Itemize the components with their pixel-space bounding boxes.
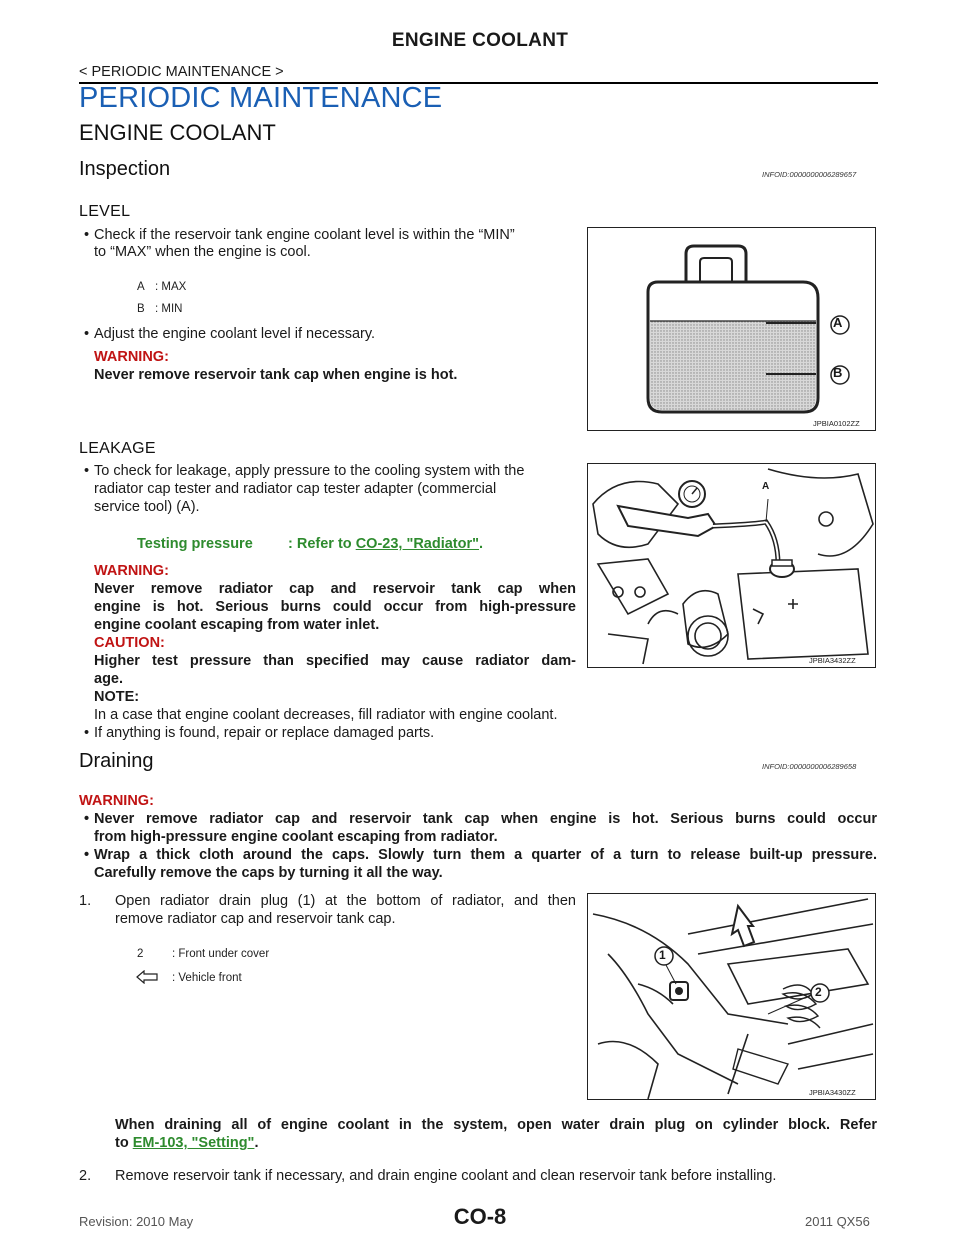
radiator-cap-tester-illustration	[588, 464, 876, 668]
radiator-reference-link[interactable]: CO-23, "Radiator"	[355, 536, 480, 552]
draining-warning-label: WARNING:	[79, 793, 154, 809]
testing-pressure-label: Testing pressure	[137, 536, 253, 552]
drain-plug-figure	[587, 893, 876, 1100]
draining-note-line1: When draining all of engine coolant in the system, open water drain plug on cylinder block. Refer	[115, 1117, 877, 1133]
step-1-number: 1.	[79, 893, 92, 909]
figure-callout-a: A	[833, 315, 843, 330]
level-heading: LEVEL	[79, 203, 131, 220]
testing-pressure-suffix: .	[479, 536, 484, 552]
vehicle-model: 2011 QX56	[805, 1214, 870, 1229]
draining-warning-bullet-1-line1: • Never remove radiator cap and reservoir tank cap when engine is hot. Serious burns could occur	[94, 811, 877, 829]
level-bullet-1	[94, 227, 576, 245]
step-1-line2: remove radiator cap and reservoir tank cap.	[115, 911, 396, 927]
draining-note-suffix: .	[254, 1135, 259, 1151]
draining-warning-bullet-2-line1: • Wrap a thick cloth around the caps. Slowly turn them a quarter of a turn to release built-up pressure.	[94, 847, 877, 865]
figure-callout-a: A	[762, 481, 770, 492]
legend-2-value: : Front under cover	[172, 948, 270, 960]
leakage-bullet-1-line1: To check for leakage, apply pressure to the cooling system with the	[94, 463, 525, 479]
legend-a-value: : MAX	[155, 281, 187, 293]
level-bullet-2: • Adjust the engine coolant level if necessary.	[94, 326, 375, 344]
figure-code: JPBIA0102ZZ	[813, 419, 860, 428]
level-bullet-1-line1: Check if the reservoir tank engine coolant level is within the “MIN”	[94, 227, 515, 243]
inspection-heading: Inspection	[79, 158, 171, 180]
draining-warning-bullet-1-line2: from high-pressure engine coolant escaping from radiator.	[94, 829, 498, 845]
leakage-warning-line2: engine is hot. Serious burns could occur from high-pressure	[94, 599, 576, 615]
leakage-warning-line3: engine coolant escaping from water inlet.	[94, 617, 380, 633]
level-warning-text: Never remove reservoir tank cap when engine is hot.	[94, 367, 458, 383]
figure-callout-b: B	[833, 365, 843, 380]
leakage-caution-line2: age.	[94, 671, 124, 687]
legend-b-key: B	[137, 303, 145, 315]
drain-plug-illustration	[588, 894, 876, 1100]
page-title: PERIODIC MAINTENANCE	[79, 82, 443, 114]
vehicle-front-arrow-icon	[136, 970, 158, 989]
leakage-bullet-1	[94, 463, 576, 481]
figure-code: JPBIA3432ZZ	[809, 656, 856, 665]
draining-note-line2	[115, 1135, 258, 1153]
testing-pressure-value	[288, 536, 483, 552]
figure-callout-2: 2	[815, 985, 822, 999]
legend-arrow-value: : Vehicle front	[172, 972, 242, 984]
radiator-cap-tester-figure	[587, 463, 876, 668]
leakage-bullet-1-line2: radiator cap tester and radiator cap tester adapter (commercial	[94, 481, 497, 497]
level-bullet-1-line2: to “MAX” when the engine is cool.	[94, 244, 311, 260]
leakage-note-text: In a case that engine coolant decreases, fill radiator with engine coolant.	[94, 707, 558, 723]
legend-2-key: 2	[137, 948, 144, 960]
leakage-bullet-2: • If anything is found, repair or replace damaged parts.	[94, 725, 434, 743]
step-1-line1: Open radiator drain plug (1) at the bottom of radiator, and then	[115, 893, 576, 909]
draining-note-prefix: to	[115, 1135, 129, 1151]
draining-heading: Draining	[79, 750, 154, 772]
level-warning-label: WARNING:	[94, 349, 169, 365]
running-header-title: ENGINE COOLANT	[391, 30, 569, 51]
legend-b-value: : MIN	[155, 303, 183, 315]
breadcrumb: < PERIODIC MAINTENANCE >	[79, 64, 284, 80]
reservoir-tank-figure	[587, 227, 876, 431]
draining-infoid: INFOID:0000000006289658	[762, 762, 857, 771]
leakage-caution-label: CAUTION:	[94, 635, 165, 651]
legend-a-key: A	[137, 281, 145, 293]
page-number: CO-8	[453, 1204, 507, 1229]
leakage-warning-line1: Never remove radiator cap and reservoir tank cap when	[94, 581, 576, 597]
leakage-caution-line1: Higher test pressure than specified may cause radiator dam-	[94, 653, 576, 669]
leakage-bullet-1-line3: service tool) (A).	[94, 499, 200, 515]
draining-warning-bullet-2-line2: Carefully remove the caps by turning it all the way.	[94, 865, 443, 881]
leakage-warning-label: WARNING:	[94, 563, 169, 579]
revision-date: Revision: 2010 May	[79, 1214, 194, 1229]
step-2-text: Remove reservoir tank if necessary, and drain engine coolant and clean reservoir tank before installing.	[115, 1168, 777, 1184]
testing-pressure-prefix: : Refer to	[288, 536, 352, 552]
figure-callout-1: 1	[659, 948, 666, 962]
setting-reference-link[interactable]: EM-103, "Setting"	[132, 1135, 255, 1151]
leakage-heading: LEAKAGE	[79, 440, 156, 457]
inspection-infoid: INFOID:0000000006289657	[762, 170, 857, 179]
section-title: ENGINE COOLANT	[79, 120, 276, 145]
step-2-number: 2.	[79, 1168, 92, 1184]
figure-code: JPBIA3430ZZ	[809, 1088, 856, 1097]
leakage-note-label: NOTE:	[94, 689, 140, 705]
